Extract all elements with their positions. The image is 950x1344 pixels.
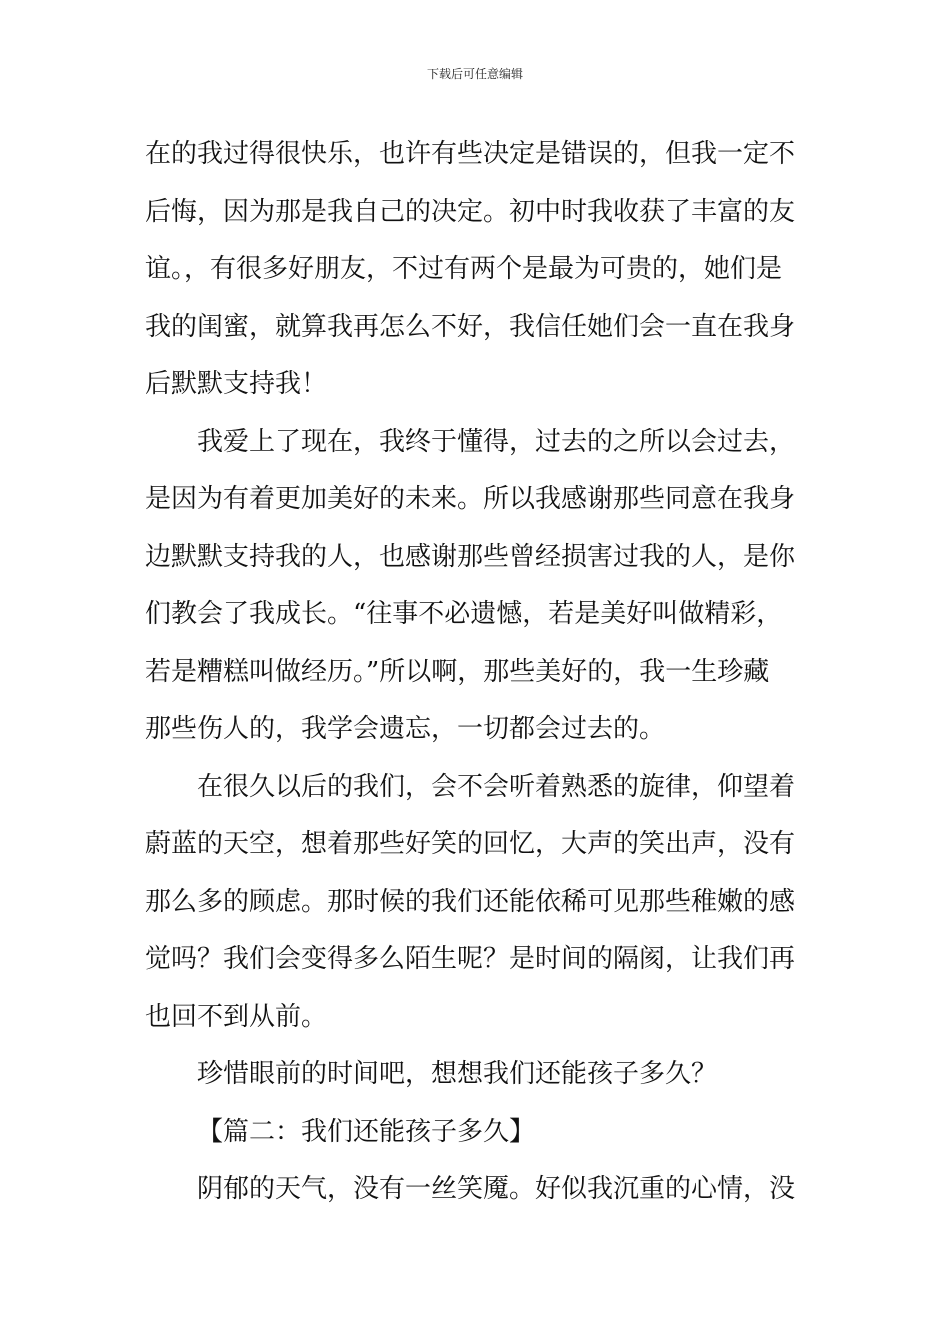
paragraph-start-line: 在很久以后的我们，会不会听着熟悉的旋律，仰望着 [197, 771, 796, 802]
paragraph-start-line: 我爱上了现在，我终于懂得，过去的之所以会过去， [197, 426, 796, 457]
text-line: 边默默支持我的人，也感谢那些曾经损害过我的人，是你 [145, 541, 796, 572]
text-line: 我的闺蜜，就算我再怎么不好，我信任她们会一直在我身 [145, 311, 796, 342]
page-header-note: 下载后可任意编辑 [426, 67, 523, 81]
text-line: 蔚蓝的天空，想着那些好笑的回忆，大声的笑出声，没有 [145, 829, 796, 859]
text-line: 那么多的顾虑。那时候的我们还能依稀可见那些稚嫩的感 [145, 886, 796, 917]
paragraph-start-line: 阴郁的天气，没有一丝笑魇。好似我沉重的心情，没 [197, 1174, 796, 1204]
paragraph-start-line: 珍惜眼前的时间吧，想想我们还能孩子多久？ [197, 1059, 718, 1089]
document-body [145, 126, 810, 1219]
text-line: 是因为有着更加美好的未来。所以我感谢那些同意在我身 [145, 484, 796, 514]
text-line: 若是糟糕叫做经历。”所以啊，那些美好的，我一生珍藏 [145, 656, 770, 687]
text-line: 后悔，因为那是我自己的决定。初中时我收获了丰富的友 [145, 196, 796, 227]
text-line: 在的我过得很快乐，也许有些决定是错误的，但我一定不 [145, 139, 796, 169]
text-line: 那些伤人的，我学会遗忘，一切都会过去的。 [145, 714, 666, 744]
text-line: 觉吗？我们会变得多么陌生呢？是时间的隔阂，让我们再 [145, 944, 796, 974]
text-line: 们教会了我成长。“往事不必遗憾，若是美好叫做精彩， [145, 599, 783, 629]
section-heading: 【篇二：我们还能孩子多久】 [197, 1116, 536, 1147]
text-line: 谊。，有很多好朋友，不过有两个是最为可贵的，她们是 [145, 254, 783, 284]
text-line: 后默默支持我！ [145, 369, 328, 399]
text-line: 也回不到从前。 [145, 1001, 328, 1032]
